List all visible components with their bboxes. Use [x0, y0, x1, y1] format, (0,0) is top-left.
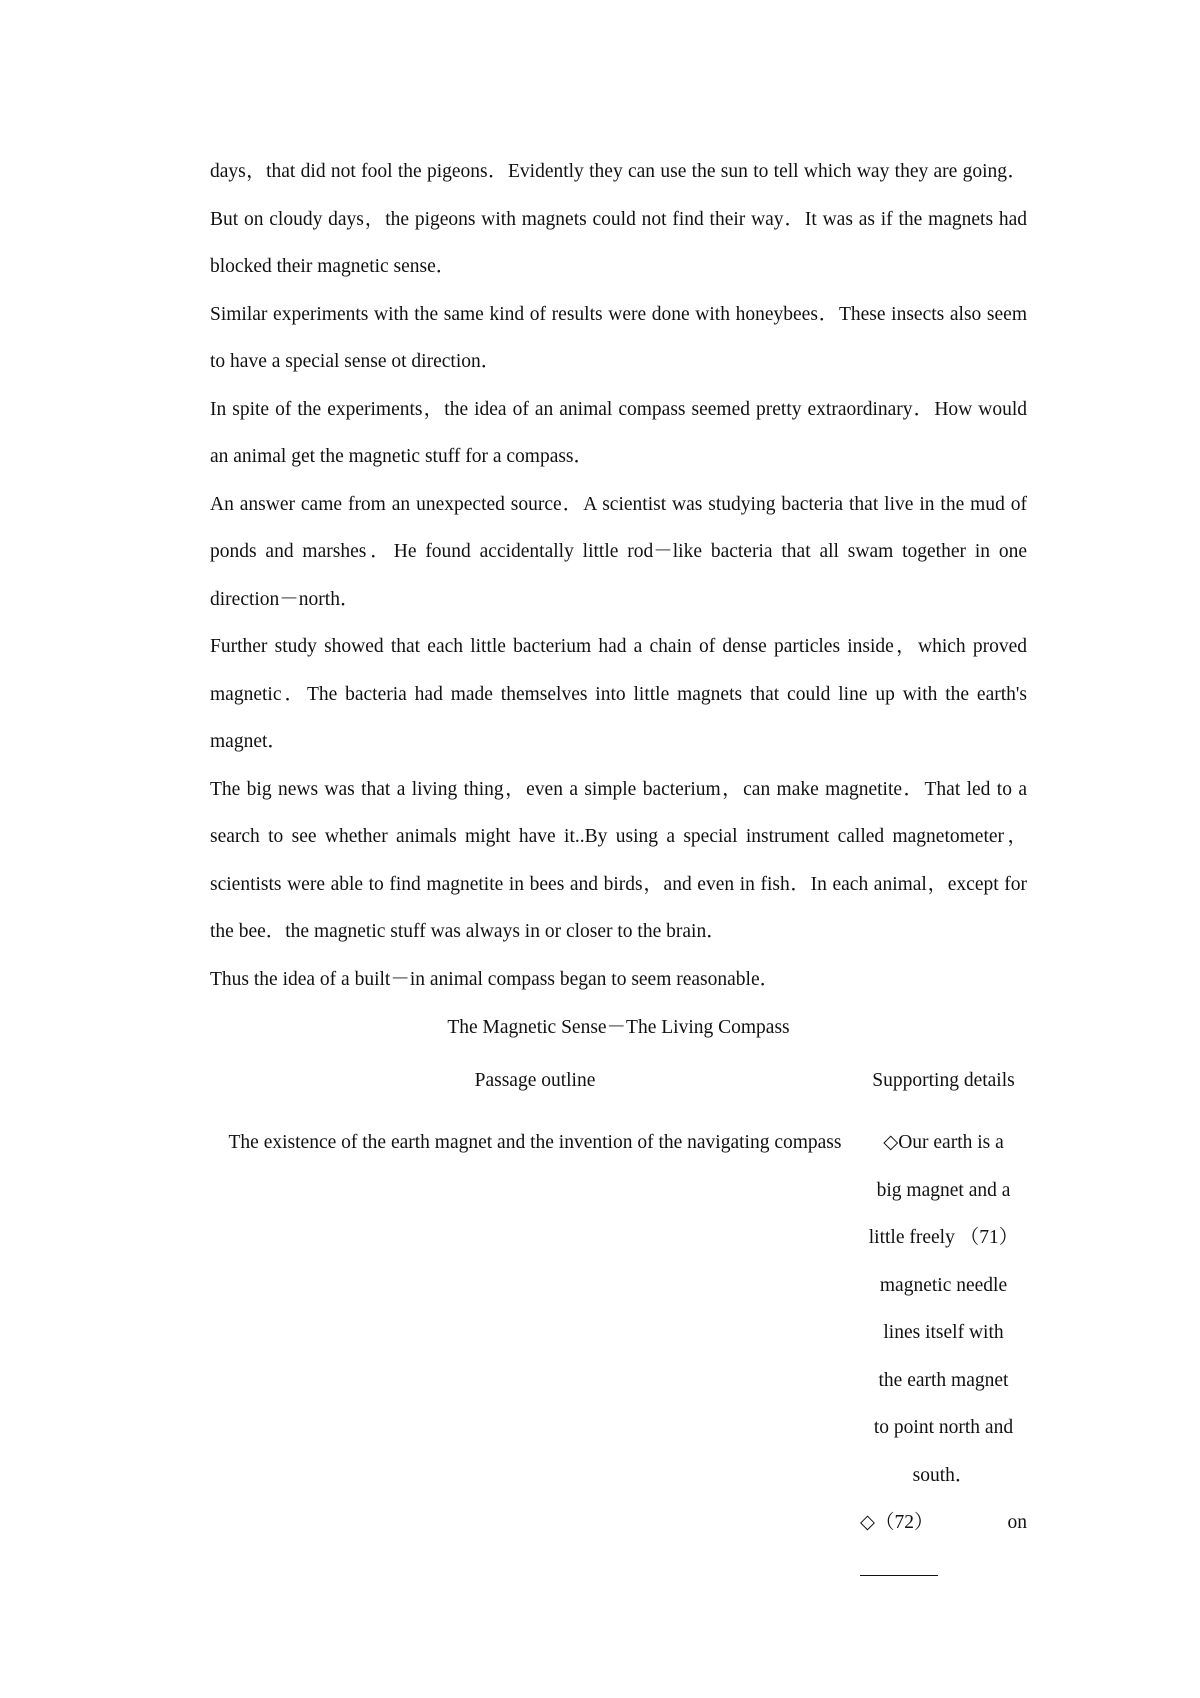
paragraph-pigeons: days，that did not fool the pigeons．Evidently they can use the sun to tell which way they are going．But on cloudy days，the pigeons with magnets could not find their way．It was as if the magnets had blocked their magnetic sense． — [210, 161, 1027, 277]
detail-line-blank-72 — [860, 1499, 1027, 1594]
paragraph-magnetite: The big news was that a living thing，even a simple bacterium，can make magnetite．That led to a search to see whether animals might have it..By using a special instrument called magnetometer，scientists were able to find magnetite in bees and birds，and even in fish．In each animal，except for the bee．the magnetic stuff was always in or closer to the brain． — [210, 778, 1027, 942]
passage-outline-header: Passage outline — [474, 1070, 596, 1091]
paragraph-honeybees: Similar experiments with the same kind of results were done with honeybees．These insects also seem to have a special sense ot direction． — [210, 303, 1027, 372]
detail-line: lines itself with — [883, 1322, 1004, 1343]
outline-table — [210, 1066, 1027, 1594]
outline-row-1-left: The existence of the earth magnet and the invention of the navigating compass — [228, 1132, 842, 1153]
outline-column-right — [860, 1066, 1027, 1594]
paragraph-animal-compass: In spite of the experiments，the idea of an animal compass seemed pretty extraordinary．How would an animal get the magnetic stuff for a compass． — [210, 398, 1027, 467]
detail-line: to point north and — [873, 1417, 1014, 1438]
blank-72-suffix: on — [1007, 1512, 1027, 1533]
detail-line: big magnet and a — [876, 1179, 1011, 1201]
answer-blank-72[interactable] — [860, 1555, 938, 1576]
paragraph-bacteria: An answer came from an unexpected source．A scientist was studying bacteria that live in the mud of ponds and marshes．He found accidentally little rod－like bacteria that all swam together in one direction－north． — [210, 493, 1027, 610]
paragraph-magnetic-particles: Further study showed that each little bacterium had a chain of dense particles inside，which proved magnetic．The bacteria had made themselves into little magnets that could line up with the earth's magnet． — [210, 636, 1027, 752]
detail-line: little freely （71） — [868, 1227, 1019, 1248]
detail-line: south． — [912, 1464, 975, 1486]
blank-72-label: ◇（72） — [860, 1512, 934, 1533]
detail-line: the earth magnet — [878, 1369, 1009, 1391]
outline-column-left — [210, 1066, 860, 1594]
detail-line: magnetic needle — [879, 1274, 1008, 1296]
detail-line: ◇Our earth is a — [883, 1132, 1004, 1153]
supporting-details-header: Supporting details — [872, 1070, 1015, 1091]
document-page — [210, 148, 1027, 1594]
paragraph-conclusion: Thus the idea of a built－in animal compass began to seem reasonable． — [210, 968, 780, 990]
outline-title: The Magnetic Sense－The Living Compass — [447, 1017, 790, 1038]
